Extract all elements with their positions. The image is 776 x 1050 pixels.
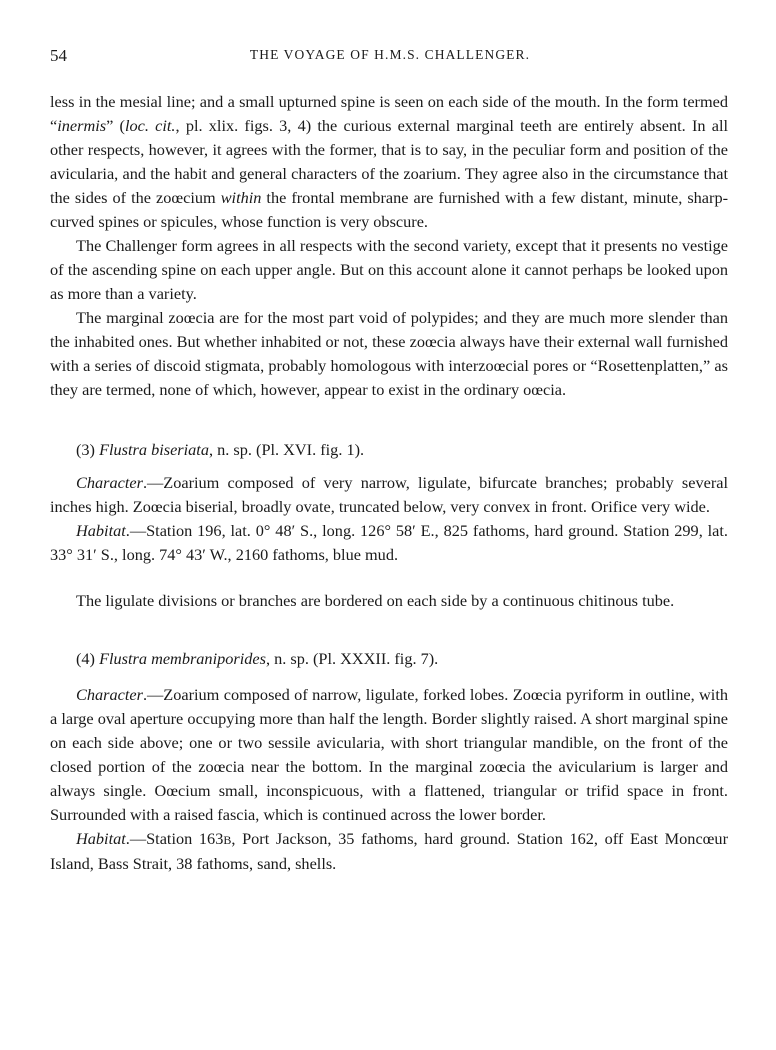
- page-header: [50, 46, 730, 68]
- text-line: minute, sharp-curved spines or spicules, whose function is very obscure.: [50, 188, 729, 231]
- page-number: 54: [50, 46, 67, 65]
- text-line: general characters of the zoarium. They agree also in the circumstance that the: [50, 164, 729, 207]
- paragraph-varieties: [50, 90, 728, 234]
- text-line: less in the mesial line; and a small upturned spine is seen on each side of the mouth.: [50, 92, 601, 111]
- paragraph-marginal-zooecia: The marginal zoœcia are for the most part void of polypides; and they are much more slender than the inhabited ones. But whether inhabited or not, these zoœcia always have their external wall furnished with a series of discoid stigmata, probably homologous with interzoœcial pores or “Rosettenplatten,” as they are termed, none of which, however, appear to exist in the ordinary oœcia.: [50, 308, 729, 399]
- text-line: In the form termed “inermis” (loc. cit., pl. xlix. figs. 3, 4) the curious external: [50, 92, 729, 135]
- character-biseriata: Character.—Zoarium composed of very narrow, ligulate, bifurcate branches; probably several inches high. Zoœcia biserial, broadly ovate, truncated below, very convex in front. Orifice very wide.: [50, 473, 728, 516]
- species-heading-biseriata: (3) Flustra biseriata, n. sp. (Pl. XVI. fig. 1).: [76, 440, 365, 459]
- character-membraniporides: Character.—Zoarium composed of narrow, ligulate, forked lobes. Zoœcia pyriform in outline, with a large oval aperture occupying more than half the length. Border slightly raised. A short marginal spine on each side above; one or two sessile avicularia, with short triangular mandible, on the front of the closed portion of the zoœcia near the bottom. In the marginal zoœcia the avicularium is larger and always single. Oœcium small, inconspicuous, with a flattened, triangular or trifid space in front. Surrounded with a raised fascia, which is continued across the lower border.: [50, 685, 728, 824]
- habitat-biseriata: Habitat.—Station 196, lat. 0° 48′ S., long. 126° 58′ E., 825 fathoms, hard ground. Station 299, lat. 33° 31′ S., long. 74° 43′ W., 2160 fathoms, blue mud.: [50, 521, 729, 564]
- text-line: sides of the zoœcium within the frontal membrane are furnished with a few distant,: [74, 188, 628, 207]
- note-biseriata: The ligulate divisions or branches are bordered on each side by a continuous chitinous tube.: [76, 591, 675, 610]
- species-heading-membraniporides: (4) Flustra membraniporides, n. sp. (Pl. XXXII. fig. 7).: [76, 649, 439, 668]
- text-line: marginal teeth are entirely absent. In all other respects, however, it agrees with the: [50, 116, 729, 159]
- paragraph-challenger-form: The Challenger form agrees in all respects with the second variety, except that it presents no vestige of the ascending spine on each upper angle. But on this account alone it cannot perhaps be looked upon as more than a variety.: [50, 236, 728, 303]
- running-title: THE VOYAGE OF H.M.S. CHALLENGER.: [249, 47, 531, 62]
- habitat-membraniporides: Habitat.—Station 163B, Port Jackson, 35 fathoms, hard ground. Station 162, off East Moncœur Island, Bass Strait, 38 fathoms, sand, shells.: [50, 829, 728, 873]
- text-line: former, that is to say, in the peculiar form and position of the avicularia, and the habit and: [50, 140, 728, 183]
- text-body: [50, 90, 728, 876]
